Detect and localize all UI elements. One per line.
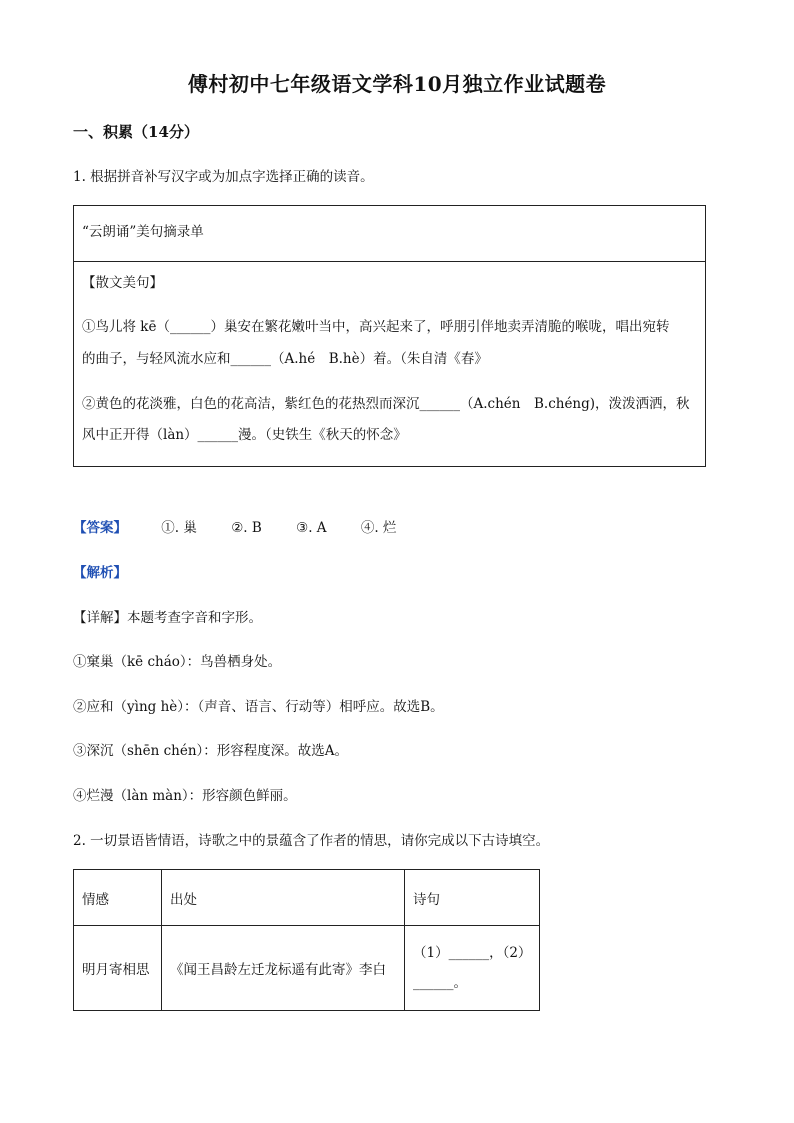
poetry-table (73, 869, 540, 1011)
table-row (74, 926, 540, 1011)
question-2-prompt: 2. 一切景语皆情语，诗歌之中的景蕴含了作者的情思，请你完成以下古诗填空。 (73, 833, 550, 849)
detail-intro: 【详解】本题考查字音和字形。 (73, 610, 262, 626)
verse-blank-line-1: （1）______，（2） (413, 945, 532, 961)
answer-label: 【答案】 (73, 520, 127, 536)
answer-row (73, 518, 396, 538)
answer-item: ④. 烂 (360, 520, 397, 536)
cell-emotion: 明月寄相思 (74, 926, 162, 1011)
excerpt-box (73, 205, 706, 467)
detail-line-3: ③深沉（shēn chén）：形容程度深。故选A。 (73, 743, 349, 759)
verse-blank-line-2: ______。 (413, 975, 467, 991)
cell-verse-blanks (405, 926, 540, 1011)
table-header-row (74, 870, 540, 926)
header-source: 出处 (162, 870, 405, 926)
sentence-1-line-2: 的曲子，与轻风流水应和______（A.hé B.hè）着。（朱自清《春》 (82, 351, 488, 367)
header-verse: 诗句 (405, 870, 540, 926)
sentence-2-line-1: ②黄色的花淡雅，白色的花高洁，紫红色的花热烈而深沉______（A.chén B.chéng)，泼泼洒洒，秋 (82, 396, 690, 412)
analysis-label: 【解析】 (73, 565, 127, 581)
excerpt-box-heading: “云朗诵”美句摘录单 (82, 224, 204, 240)
cell-source: 《闻王昌龄左迁龙标遥有此寄》李白 (162, 926, 405, 1011)
detail-line-1: ①窠巢（kē cháo）：鸟兽栖身处。 (73, 654, 282, 670)
excerpt-box-divider (74, 261, 705, 262)
question-1-prompt: 1. 根据拼音补写汉字或为加点字选择正确的读音。 (73, 169, 374, 185)
detail-line-4: ④烂漫（làn màn）：形容颜色鲜丽。 (73, 788, 297, 804)
answer-item: ③. A (296, 520, 327, 536)
detail-line-2: ②应和（yìng hè）：（声音、语言、行动等）相呼应。故选B。 (73, 699, 444, 715)
excerpt-tag: 【散文美句】 (82, 275, 163, 291)
sentence-1-line-1: ①鸟儿将 kē（______）巢安在繁花嫩叶当中，高兴起来了，呼朋引伴地卖弄清脆的喉咙，唱出宛转 (82, 319, 670, 335)
page-title: 傅村初中七年级语文学科10月独立作业试题卷 (187, 72, 607, 96)
section-heading: 一、积累（14分） (73, 123, 199, 141)
answer-item: ①. 巢 (161, 520, 197, 536)
header-emotion: 情感 (74, 870, 162, 926)
answer-item: ②. B (231, 520, 262, 536)
sentence-2-line-2: 风中正开得（làn）______漫。（史铁生《秋天的怀念》 (82, 427, 407, 443)
